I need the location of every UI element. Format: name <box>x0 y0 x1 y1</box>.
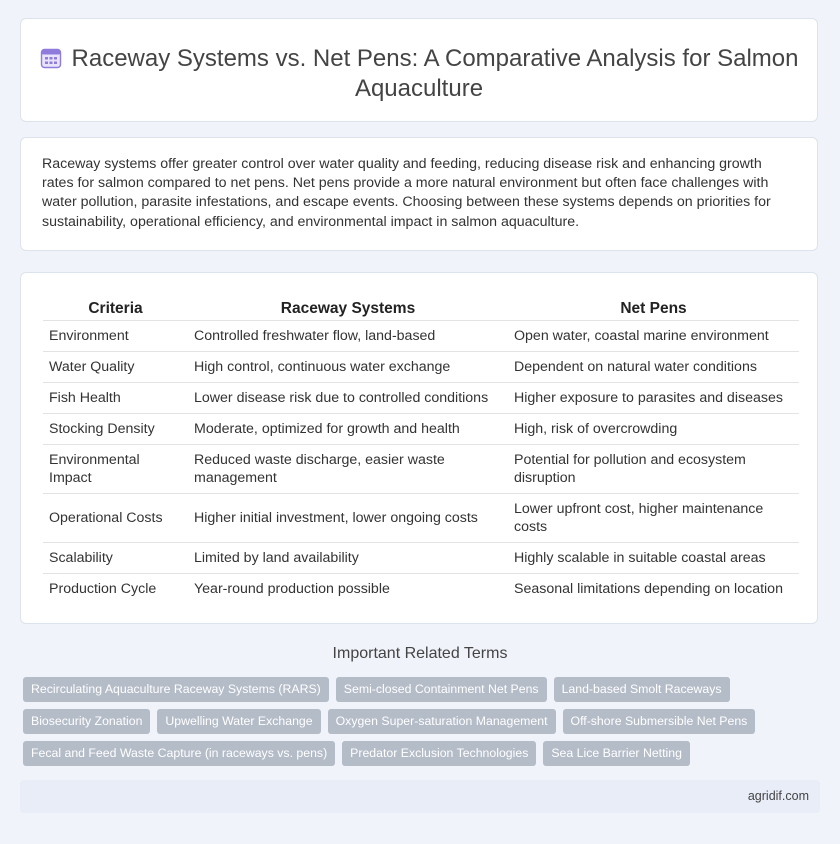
related-term-tag[interactable]: Biosecurity Zonation <box>23 709 150 734</box>
table-cell: Dependent on natural water conditions <box>508 352 799 383</box>
footer <box>20 780 820 813</box>
table-row <box>43 414 799 445</box>
table-cell: Moderate, optimized for growth and health <box>188 414 508 445</box>
table-row <box>43 494 799 543</box>
related-terms-list <box>23 677 823 773</box>
related-term-tag[interactable]: Upwelling Water Exchange <box>157 709 320 734</box>
table-cell: Higher initial investment, lower ongoing costs <box>188 494 508 543</box>
table-header-row <box>43 297 799 321</box>
table-row <box>43 445 799 494</box>
table-cell: Production Cycle <box>49 581 157 597</box>
footer-site-link[interactable]: agridif.com <box>747 789 809 803</box>
summary-card <box>20 137 818 251</box>
table-row <box>43 574 799 605</box>
table-cell: Open water, coastal marine environment <box>508 321 799 352</box>
table-cell: Fish Health <box>43 383 188 414</box>
table-cell: High, risk of overcrowding <box>508 414 799 445</box>
calendar-icon <box>40 47 62 69</box>
table-cell: Lower disease risk due to controlled conditions <box>188 383 508 414</box>
related-term-tag[interactable]: Land-based Smolt Raceways <box>554 677 730 702</box>
table-cell: Higher exposure to parasites and diseases <box>508 383 799 414</box>
table-cell: Environment <box>43 321 188 352</box>
table-cell: Operational Costs <box>43 494 188 543</box>
related-term-tag[interactable]: Semi-closed Containment Net Pens <box>336 677 547 702</box>
table-cell: Potential for pollution and ecosystem disruption <box>508 445 799 494</box>
comparison-table <box>43 297 799 604</box>
table-cell: High control, continuous water exchange <box>188 352 508 383</box>
table-row <box>43 352 799 383</box>
table-cell: Lower upfront cost, higher maintenance costs <box>508 494 799 543</box>
table-row <box>43 321 799 352</box>
table-row <box>43 543 799 574</box>
table-cell: Water Quality <box>43 352 188 383</box>
table-cell: Controlled freshwater flow, land-based <box>188 321 508 352</box>
table-cell: Reduced waste discharge, easier waste management <box>188 445 508 494</box>
related-terms-heading: Important Related Terms <box>332 645 508 662</box>
page-title <box>21 44 817 104</box>
title-card <box>20 18 818 122</box>
page-title-text: Raceway Systems vs. Net Pens: A Comparative Analysis for Salmon Aquaculture <box>71 45 799 102</box>
related-term-tag[interactable]: Off-shore Submersible Net Pens <box>563 709 756 734</box>
column-header: Net Pens <box>508 297 799 321</box>
related-term-tag[interactable]: Predator Exclusion Technologies <box>342 741 536 766</box>
table-cell: Scalability <box>43 543 188 574</box>
related-term-tag[interactable]: Fecal and Feed Waste Capture (in raceways vs. pens) <box>23 741 335 766</box>
summary-text: Raceway systems offer greater control over water quality and feeding, reducing disease risk and enhancing growth rates for salmon compared to net pens. Net pens provide a more natural environment but often face challenges with water pollution, parasite infestations, and escape events. Choosing between these systems depends on priorities for sustainability, operational efficiency, and environmental impact in salmon aquaculture. <box>42 156 771 230</box>
table-cell: Seasonal limitations depending on location <box>514 581 783 597</box>
column-header: Raceway Systems <box>188 297 508 321</box>
table-cell: Year-round production possible <box>194 581 390 597</box>
table-row <box>43 383 799 414</box>
table-cell: Limited by land availability <box>188 543 508 574</box>
comparison-card <box>20 272 818 624</box>
related-term-tag[interactable]: Recirculating Aquaculture Raceway Systems (RARS) <box>23 677 329 702</box>
table-cell: Environmental Impact <box>43 445 188 494</box>
related-term-tag[interactable]: Oxygen Super-saturation Management <box>328 709 556 734</box>
column-header: Criteria <box>43 297 188 321</box>
table-cell: Stocking Density <box>43 414 188 445</box>
related-term-tag[interactable]: Sea Lice Barrier Netting <box>543 741 690 766</box>
table-cell: Highly scalable in suitable coastal areas <box>508 543 799 574</box>
